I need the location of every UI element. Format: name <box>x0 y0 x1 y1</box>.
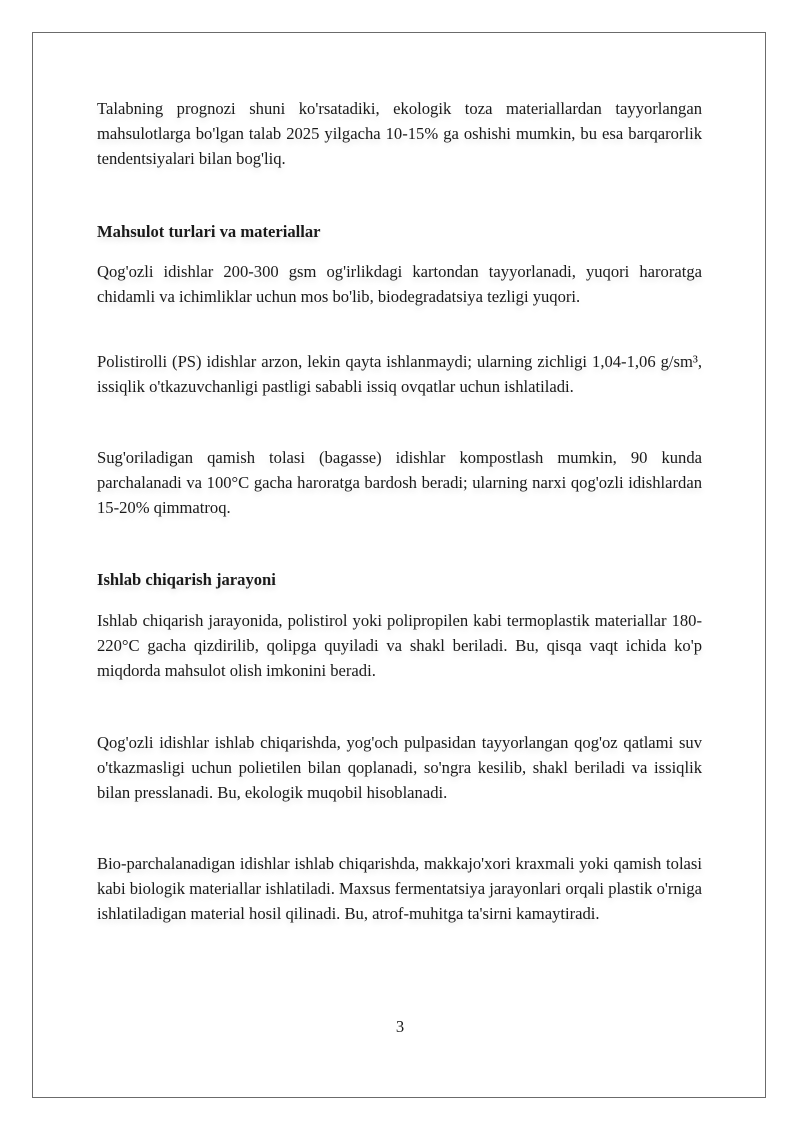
paragraph-paper-containers: Qog'ozli idishlar 200-300 gsm og'irlikdagi kartondan tayyorlanadi, yuqori haroratga chidamli va ichimliklar uchun mos bo'lib, biodegradatsiya tezligi yuqori. <box>97 262 702 306</box>
paragraph-biodegradable-production: Bio-parchalanadigan idishlar ishlab chiqarishda, makkajo'xori kraxmali yoki qamish tolasi kabi biologik materiallar ishlatiladi. Maxsus fermentatsiya jarayonlari orqali plastik o'rniga ishlatiladigan material hosil qilinadi. Bu, atrof-muhitga ta'sirni kamaytiradi. <box>97 854 702 923</box>
heading-product-types: Mahsulot turlari va materiallar <box>97 222 321 241</box>
paragraph-paper-production: Qog'ozli idishlar ishlab chiqarishda, yog'och pulpasidan tayyorlangan qog'oz qatlami suv o'tkazmasligi uchun polietilen bilan qoplanadi, so'ngra kesilib, shakl beriladi va issiqlik bilan presslanadi. Bu, ekologik muqobil hisoblanadi. <box>97 733 702 802</box>
page-number: 3 <box>395 1017 405 1036</box>
page-content <box>97 96 702 926</box>
paragraph-demand-forecast: Talabning prognozi shuni ko'rsatadiki, ekologik toza materiallardan tayyorlangan mahsulotlarga bo'lgan talab 2025 yilgacha 10-15% ga oshishi mumkin, bu esa barqarorlik tendentsiyalari bilan bog'liq. <box>97 99 702 168</box>
paragraph-thermoplastic-process: Ishlab chiqarish jarayonida, polistirol yoki polipropilen kabi termoplastik materiallar 180-220°C gacha qizdirilib, qolipga quyiladi va shakl beriladi. Bu, qisqa vaqt ichida ko'p miqdorda mahsulot olish imkonini beradi. <box>97 611 702 680</box>
heading-production-process: Ishlab chiqarish jarayoni <box>97 570 276 589</box>
paragraph-bagasse-containers: Sug'oriladigan qamish tolasi (bagasse) idishlar kompostlash mumkin, 90 kunda parchalanadi va 100°C gacha haroratga bardosh beradi; ularning narxi qog'ozli idishlardan 15-20% qimmatroq. <box>97 448 702 517</box>
paragraph-polystyrene-containers: Polistirolli (PS) idishlar arzon, lekin qayta ishlanmaydi; ularning zichligi 1,04-1,06 g/sm³, issiqlik o'tkazuvchanligi pastligi sababli issiq ovqatlar uchun ishlatiladi. <box>97 352 702 396</box>
